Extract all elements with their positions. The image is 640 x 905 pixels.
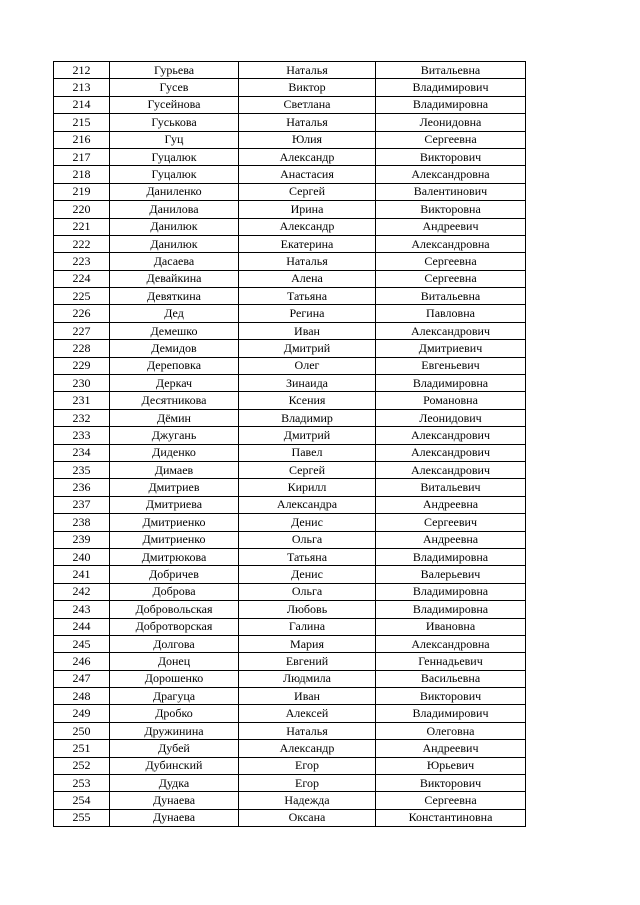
row-number-cell: 213 [54,79,110,96]
row-number-cell: 254 [54,792,110,809]
table-row [54,131,526,148]
patronymic-cell: Александрович [376,444,526,461]
table-row [54,635,526,652]
last-name-cell: Данилюк [110,218,239,235]
last-name-cell: Десятникова [110,392,239,409]
row-number-cell: 246 [54,653,110,670]
first-name-cell: Егор [239,757,376,774]
table-row [54,775,526,792]
first-name-cell: Александр [239,148,376,165]
row-number-cell: 238 [54,514,110,531]
patronymic-cell: Андреевна [376,531,526,548]
patronymic-cell: Витальевич [376,479,526,496]
table-row [54,548,526,565]
first-name-cell: Дмитрий [239,427,376,444]
patronymic-cell: Сергеевич [376,514,526,531]
last-name-cell: Гуц [110,131,239,148]
first-name-cell: Сергей [239,183,376,200]
table-row [54,722,526,739]
patronymic-cell: Валерьевич [376,566,526,583]
row-number-cell: 222 [54,235,110,252]
row-number-cell: 225 [54,288,110,305]
last-name-cell: Гуцалюк [110,166,239,183]
last-name-cell: Драгуца [110,688,239,705]
row-number-cell: 255 [54,809,110,826]
row-number-cell: 251 [54,740,110,757]
patronymic-cell: Валентинович [376,183,526,200]
last-name-cell: Демешко [110,322,239,339]
first-name-cell: Алена [239,270,376,287]
row-number-cell: 226 [54,305,110,322]
row-number-cell: 252 [54,757,110,774]
row-number-cell: 234 [54,444,110,461]
patronymic-cell: Владимировна [376,601,526,618]
first-name-cell: Александр [239,740,376,757]
table-row [54,183,526,200]
first-name-cell: Павел [239,444,376,461]
patronymic-cell: Александровна [376,166,526,183]
row-number-cell: 248 [54,688,110,705]
table-row [54,653,526,670]
table-row [54,566,526,583]
first-name-cell: Евгений [239,653,376,670]
patronymic-cell: Викторович [376,148,526,165]
table-row [54,218,526,235]
row-number-cell: 249 [54,705,110,722]
names-table-body [54,62,526,827]
first-name-cell: Иван [239,322,376,339]
row-number-cell: 221 [54,218,110,235]
last-name-cell: Данилюк [110,235,239,252]
patronymic-cell: Витальевна [376,288,526,305]
first-name-cell: Наталья [239,253,376,270]
patronymic-cell: Андреевич [376,218,526,235]
first-name-cell: Наталья [239,722,376,739]
table-row [54,79,526,96]
table-row [54,479,526,496]
last-name-cell: Димаев [110,461,239,478]
table-row [54,305,526,322]
table-row [54,409,526,426]
patronymic-cell: Владимировна [376,583,526,600]
row-number-cell: 229 [54,357,110,374]
patronymic-cell: Витальевна [376,62,526,79]
table-row [54,357,526,374]
table-row [54,618,526,635]
last-name-cell: Джугань [110,427,239,444]
patronymic-cell: Сергеевна [376,131,526,148]
first-name-cell: Любовь [239,601,376,618]
last-name-cell: Долгова [110,635,239,652]
table-row [54,270,526,287]
row-number-cell: 223 [54,253,110,270]
patronymic-cell: Васильевна [376,670,526,687]
patronymic-cell: Андреевич [376,740,526,757]
patronymic-cell: Сергеевна [376,253,526,270]
first-name-cell: Ольга [239,531,376,548]
first-name-cell: Надежда [239,792,376,809]
table-row [54,166,526,183]
patronymic-cell: Владимировна [376,96,526,113]
table-row [54,392,526,409]
last-name-cell: Гуцалюк [110,148,239,165]
patronymic-cell: Евгеньевич [376,357,526,374]
table-row [54,740,526,757]
last-name-cell: Дмитриенко [110,514,239,531]
last-name-cell: Добровольская [110,601,239,618]
last-name-cell: Дед [110,305,239,322]
last-name-cell: Дубинский [110,757,239,774]
first-name-cell: Владимир [239,409,376,426]
last-name-cell: Дубей [110,740,239,757]
patronymic-cell: Дмитриевич [376,340,526,357]
patronymic-cell: Владимирович [376,705,526,722]
last-name-cell: Данилова [110,201,239,218]
table-row [54,531,526,548]
first-name-cell: Ксения [239,392,376,409]
patronymic-cell: Павловна [376,305,526,322]
row-number-cell: 224 [54,270,110,287]
row-number-cell: 231 [54,392,110,409]
first-name-cell: Денис [239,514,376,531]
row-number-cell: 243 [54,601,110,618]
last-name-cell: Дмитриенко [110,531,239,548]
row-number-cell: 232 [54,409,110,426]
first-name-cell: Мария [239,635,376,652]
first-name-cell: Ольга [239,583,376,600]
last-name-cell: Диденко [110,444,239,461]
first-name-cell: Регина [239,305,376,322]
table-row [54,288,526,305]
table-row [54,253,526,270]
first-name-cell: Александра [239,496,376,513]
last-name-cell: Деркач [110,375,239,392]
table-row [54,496,526,513]
row-number-cell: 217 [54,148,110,165]
table-row [54,235,526,252]
first-name-cell: Алексей [239,705,376,722]
table-row [54,201,526,218]
patronymic-cell: Константиновна [376,809,526,826]
patronymic-cell: Александровна [376,235,526,252]
table-row [54,427,526,444]
row-number-cell: 228 [54,340,110,357]
last-name-cell: Дунаева [110,792,239,809]
row-number-cell: 247 [54,670,110,687]
row-number-cell: 240 [54,548,110,565]
patronymic-cell: Романовна [376,392,526,409]
first-name-cell: Дмитрий [239,340,376,357]
patronymic-cell: Юрьевич [376,757,526,774]
patronymic-cell: Владимирович [376,79,526,96]
first-name-cell: Татьяна [239,548,376,565]
row-number-cell: 239 [54,531,110,548]
last-name-cell: Даниленко [110,183,239,200]
table-row [54,670,526,687]
last-name-cell: Дмитриева [110,496,239,513]
patronymic-cell: Александрович [376,322,526,339]
row-number-cell: 218 [54,166,110,183]
table-row [54,809,526,826]
table-row [54,114,526,131]
last-name-cell: Добричев [110,566,239,583]
row-number-cell: 245 [54,635,110,652]
first-name-cell: Екатерина [239,235,376,252]
last-name-cell: Дмитриев [110,479,239,496]
row-number-cell: 241 [54,566,110,583]
row-number-cell: 236 [54,479,110,496]
last-name-cell: Демидов [110,340,239,357]
first-name-cell: Оксана [239,809,376,826]
first-name-cell: Олег [239,357,376,374]
row-number-cell: 250 [54,722,110,739]
patronymic-cell: Сергеевна [376,270,526,287]
row-number-cell: 220 [54,201,110,218]
table-row [54,583,526,600]
last-name-cell: Гуськова [110,114,239,131]
last-name-cell: Девайкина [110,270,239,287]
first-name-cell: Александр [239,218,376,235]
last-name-cell: Дмитрюкова [110,548,239,565]
patronymic-cell: Леонидовна [376,114,526,131]
row-number-cell: 227 [54,322,110,339]
table-row [54,322,526,339]
row-number-cell: 235 [54,461,110,478]
first-name-cell: Светлана [239,96,376,113]
patronymic-cell: Ивановна [376,618,526,635]
first-name-cell: Виктор [239,79,376,96]
patronymic-cell: Геннадьевич [376,653,526,670]
row-number-cell: 230 [54,375,110,392]
first-name-cell: Кирилл [239,479,376,496]
last-name-cell: Дробко [110,705,239,722]
first-name-cell: Сергей [239,461,376,478]
table-row [54,148,526,165]
patronymic-cell: Викторовна [376,201,526,218]
last-name-cell: Доброва [110,583,239,600]
row-number-cell: 216 [54,131,110,148]
patronymic-cell: Александрович [376,461,526,478]
patronymic-cell: Викторович [376,775,526,792]
table-row [54,340,526,357]
table-row [54,62,526,79]
first-name-cell: Ирина [239,201,376,218]
patronymic-cell: Владимировна [376,548,526,565]
table-row [54,601,526,618]
row-number-cell: 237 [54,496,110,513]
first-name-cell: Татьяна [239,288,376,305]
table-row [54,96,526,113]
last-name-cell: Дасаева [110,253,239,270]
last-name-cell: Дорошенко [110,670,239,687]
patronymic-cell: Владимировна [376,375,526,392]
table-row [54,375,526,392]
patronymic-cell: Сергеевна [376,792,526,809]
patronymic-cell: Олеговна [376,722,526,739]
last-name-cell: Гурьева [110,62,239,79]
row-number-cell: 244 [54,618,110,635]
patronymic-cell: Александровна [376,635,526,652]
patronymic-cell: Андреевна [376,496,526,513]
patronymic-cell: Викторович [376,688,526,705]
last-name-cell: Гусев [110,79,239,96]
table-row [54,705,526,722]
first-name-cell: Юлия [239,131,376,148]
table-row [54,444,526,461]
table-row [54,461,526,478]
last-name-cell: Донец [110,653,239,670]
last-name-cell: Дудка [110,775,239,792]
table-row [54,688,526,705]
first-name-cell: Наталья [239,62,376,79]
row-number-cell: 215 [54,114,110,131]
row-number-cell: 214 [54,96,110,113]
names-table [53,61,526,827]
row-number-cell: 242 [54,583,110,600]
table-row [54,514,526,531]
table-row [54,792,526,809]
patronymic-cell: Александрович [376,427,526,444]
row-number-cell: 219 [54,183,110,200]
first-name-cell: Зинаида [239,375,376,392]
first-name-cell: Галина [239,618,376,635]
patronymic-cell: Леонидович [376,409,526,426]
first-name-cell: Иван [239,688,376,705]
first-name-cell: Наталья [239,114,376,131]
last-name-cell: Дёмин [110,409,239,426]
last-name-cell: Дереповка [110,357,239,374]
first-name-cell: Егор [239,775,376,792]
first-name-cell: Людмила [239,670,376,687]
first-name-cell: Денис [239,566,376,583]
last-name-cell: Дунаева [110,809,239,826]
row-number-cell: 212 [54,62,110,79]
table-row [54,757,526,774]
row-number-cell: 253 [54,775,110,792]
row-number-cell: 233 [54,427,110,444]
last-name-cell: Девяткина [110,288,239,305]
first-name-cell: Анастасия [239,166,376,183]
last-name-cell: Дружинина [110,722,239,739]
last-name-cell: Добротворская [110,618,239,635]
last-name-cell: Гусейнова [110,96,239,113]
